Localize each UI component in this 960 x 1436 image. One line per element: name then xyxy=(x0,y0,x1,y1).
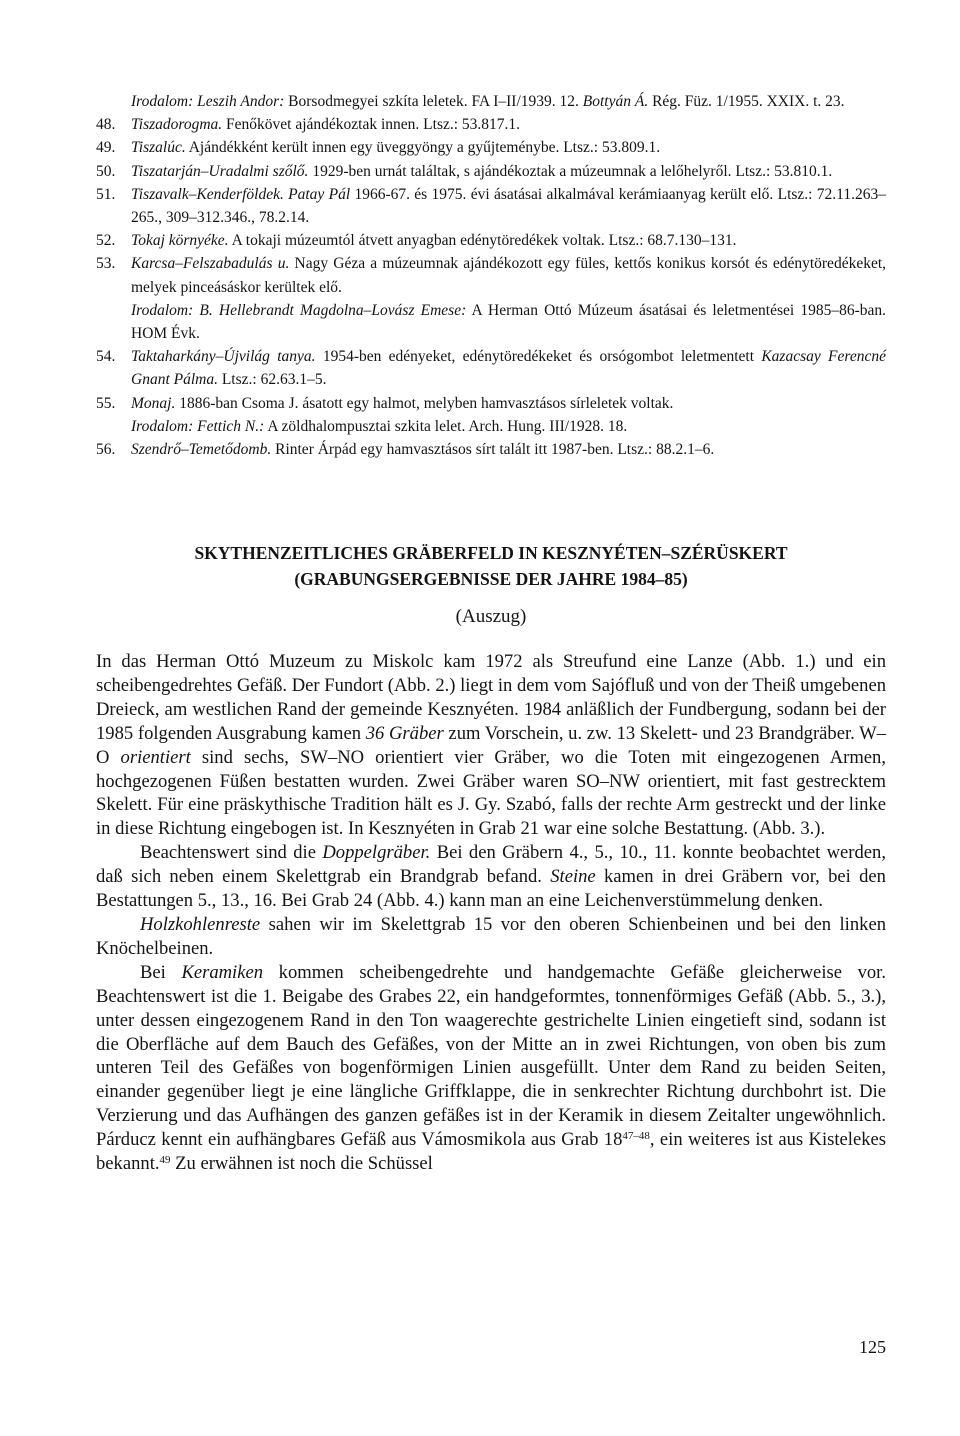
list-item-49: 49. Tiszalúc. Ajándékként került innen egy üveggyöngy a gyűjteménybe. Ltsz.: 53.809.1. xyxy=(96,136,886,159)
list-item-53: 53. Karcsa–Felszabadulás u. Nagy Géza a múzeumnak ajándékozott egy füles, kettős konikus korsót és edénytöredékeket, melyek pinceásáskor kerültek elő. Irodalom: B. Hellebrandt Magdolna–Lovász Emese: A Herman Ottó Múzeum ásatásai és leletmentései 1985–86-ban. HOM Évk. xyxy=(96,252,886,345)
item-number: 56. xyxy=(96,441,116,459)
item-number: 49. xyxy=(96,139,116,157)
site-name: Szendrő–Temetődomb. xyxy=(131,441,272,459)
page-number: 125 xyxy=(859,1337,886,1357)
site-name: Tiszavalk–Kenderföldek. xyxy=(131,185,284,203)
person-name: Kazacsay Ferencné Gnant Pálma. xyxy=(131,348,886,389)
list-item-48: 48. Tiszadorogma. Fenőkövet ajándékoztak innen. Ltsz.: 53.817.1. xyxy=(96,113,886,136)
footnote-ref: 49 xyxy=(159,1154,171,1167)
site-name: Tiszadorogma. xyxy=(131,116,223,134)
heading-line-1: SKYTHENZEITLICHES GRÄBERFELD IN KESZNYÉTEN–SZÉRÜSKERT xyxy=(194,543,788,563)
literature-intro: Irodalom: Leszih Andor: Borsodmegyei szkíta leletek. FA I–II/1939. 12. Bottyán Á. Rég. Füz. 1/1955. XXIX. t. 23. xyxy=(131,93,845,110)
paragraph-1: In das Herman Ottó Muzeum zu Miskolc kam 1972 als Streufund eine Lanze (Abb. 1.) und ein scheibengedrehtes Gefäß. Der Fundort (Abb. 2.) liegt in dem vom Sajófluß und von der Theiß umgebenen Dreieck, am westlichen Rand der gemeinde Kesznyéten. 1984 anläßlich der Fundbergung, sodann bei der 1985 folgenden Ausgrabung kamen 36 Gräber zum Vorschein, u. zw. 13 Skelett- und 23 Brandgräber. W–O orientiert sind sechs, SW–NO orientiert vier Gräber, wo die Toten mit eingezogenen Armen, hochgezogenen Füßen bestatten wurden. Zwei Gräber waren SO–NW orientiert, mit fast gestrecktem Skelett. Für eine präskythische Tradition hält es J. Gy. Szabó, falls der rechte Arm gestreckt und der linke in diese Richtung eingebogen ist. In Kesznyéten in Grab 21 war eine solche Bestattung. (Abb. 3.). xyxy=(96,651,886,840)
literature-label: Irodalom: Leszih Andor: xyxy=(131,93,285,110)
section-heading xyxy=(96,540,886,592)
list-item-54: 54. Taktaharkány–Újvilág tanya. 1954-ben edényeket, edénytöredékeket és orsógombot leletmentett Kazacsay Ferencné Gnant Pálma. Ltsz.: 62.63.1–5. xyxy=(96,345,886,391)
item-number: 52. xyxy=(96,232,116,250)
item-number: 48. xyxy=(96,116,116,134)
item-number: 53. xyxy=(96,255,116,273)
paragraph-3: Holzkohlenreste sahen wir im Skelettgrab 15 vor den oberen Schienbeinen und bei den linken Knöchelbeinen. xyxy=(96,913,886,959)
paragraph-2: Beachtenswert sind die Doppelgräber. Bei den Gräbern 4., 5., 10., 11. konnte beobachtet werden, daß sich neben einem Skelettgrab ein Brandgrab befand. Steine kamen in drei Gräbern vor, bei den Bestattungen 5., 13., 16. Bei Grab 24 (Abb. 4.) kann man an eine Leichenverstümmelung denken. xyxy=(96,842,886,912)
item-number: 50. xyxy=(96,162,116,180)
site-name: Monaj. xyxy=(131,394,176,412)
site-name: Tiszatarján–Uradalmi szőlő. xyxy=(131,162,309,180)
list-item-55: 55. Monaj. 1886-ban Csoma J. ásatott egy halmot, melyben hamvasztásos sírleletek voltak. Irodalom: Fettich N.: A zöldhalompusztai szkita lelet. Arch. Hung. III/1928. 18. xyxy=(96,392,886,438)
list-item-51: 51. Tiszavalk–Kenderföldek. Patay Pál 1966-67. és 1975. évi ásatásai alkalmával kerámiaanyag került elő. Ltsz.: 72.11.263–265., 309–312.346., 78.2.14. xyxy=(96,183,886,229)
footnote-ref: 47–48 xyxy=(622,1130,650,1143)
site-name: Karcsa–Felszabadulás u. xyxy=(131,255,290,273)
section-subtitle: (Auszug) xyxy=(455,606,527,627)
item-number: 55. xyxy=(96,394,116,412)
heading-line-2: (GRABUNGSERGEBNISSE DER JAHRE 1984–85) xyxy=(294,569,688,589)
list-item-52: 52. Tokaj környéke. A tokaji múzeumtól átvett anyagban edénytöredékek voltak. Ltsz.: 68.7.130–131. xyxy=(96,229,886,252)
site-name: Tiszalúc. xyxy=(131,139,186,157)
item-number: 51. xyxy=(96,185,116,203)
list-item-50: 50. Tiszatarján–Uradalmi szőlő. 1929-ben urnát találtak, s ajándékoztak a múzeumnak a lelőhelyről. Ltsz.: 53.810.1. xyxy=(96,160,886,183)
site-list xyxy=(96,90,886,461)
item-number: 54. xyxy=(96,348,116,366)
list-item-56: 56. Szendrő–Temetődomb. Rinter Árpád egy hamvasztásos sírt talált itt 1987-ben. Ltsz.: 88.2.1–6. xyxy=(96,438,886,461)
site-name: Tokaj környéke. xyxy=(131,232,229,250)
literature-reference: Irodalom: Fettich N.: A zöldhalompusztai szkita lelet. Arch. Hung. III/1928. 18. xyxy=(131,417,628,435)
site-name: Taktaharkány–Újvilág tanya. xyxy=(131,348,316,366)
author-name: Patay Pál xyxy=(283,185,351,203)
paragraph-4: Bei Keramiken kommen scheibengedrehte und handgemachte Gefäße gleicherweise vor. Beachtenswert ist die 1. Beigabe des Grabes 22, ein handgeformtes, tonnenförmiges Gefäß (Abb. 5., 3.), unter dessen eingezogenem Rand in den Ton waagerechte gestrichelte Linien eingetieft sind, sodann ist die Oberfläche auf dem Bauch des Gefäßes, von der Mitte an in zwei Richtungen, von oben bis zum unteren Teil des Gefäßes von bogenförmigen Linien ausgefüllt. Unter dem Rand zu beiden Seiten, einander gegenüber liegt je eine längliche Griffklappe, die in senkrechter Richtung durchbohrt ist. Die Verzierung und das Aufhängen des ganzen gefäßes ist in der Keramik in diesem Zeitalter ungewöhnlich. Párducz kennt ein aufhängbares Gefäß aus Vámosmikola aus Grab 18$^{47-48}$, ein weiteres ist aus Kistelekes bekannt.$^{49}$ Zu erwähnen ist noch die Schüssel xyxy=(96,961,886,1175)
article-body xyxy=(96,650,886,1176)
literature-reference: Irodalom: B. Hellebrandt Magdolna–Lovász Emese: A Herman Ottó Múzeum ásatásai és leletmentései 1985–86-ban. HOM Évk. xyxy=(131,301,886,343)
